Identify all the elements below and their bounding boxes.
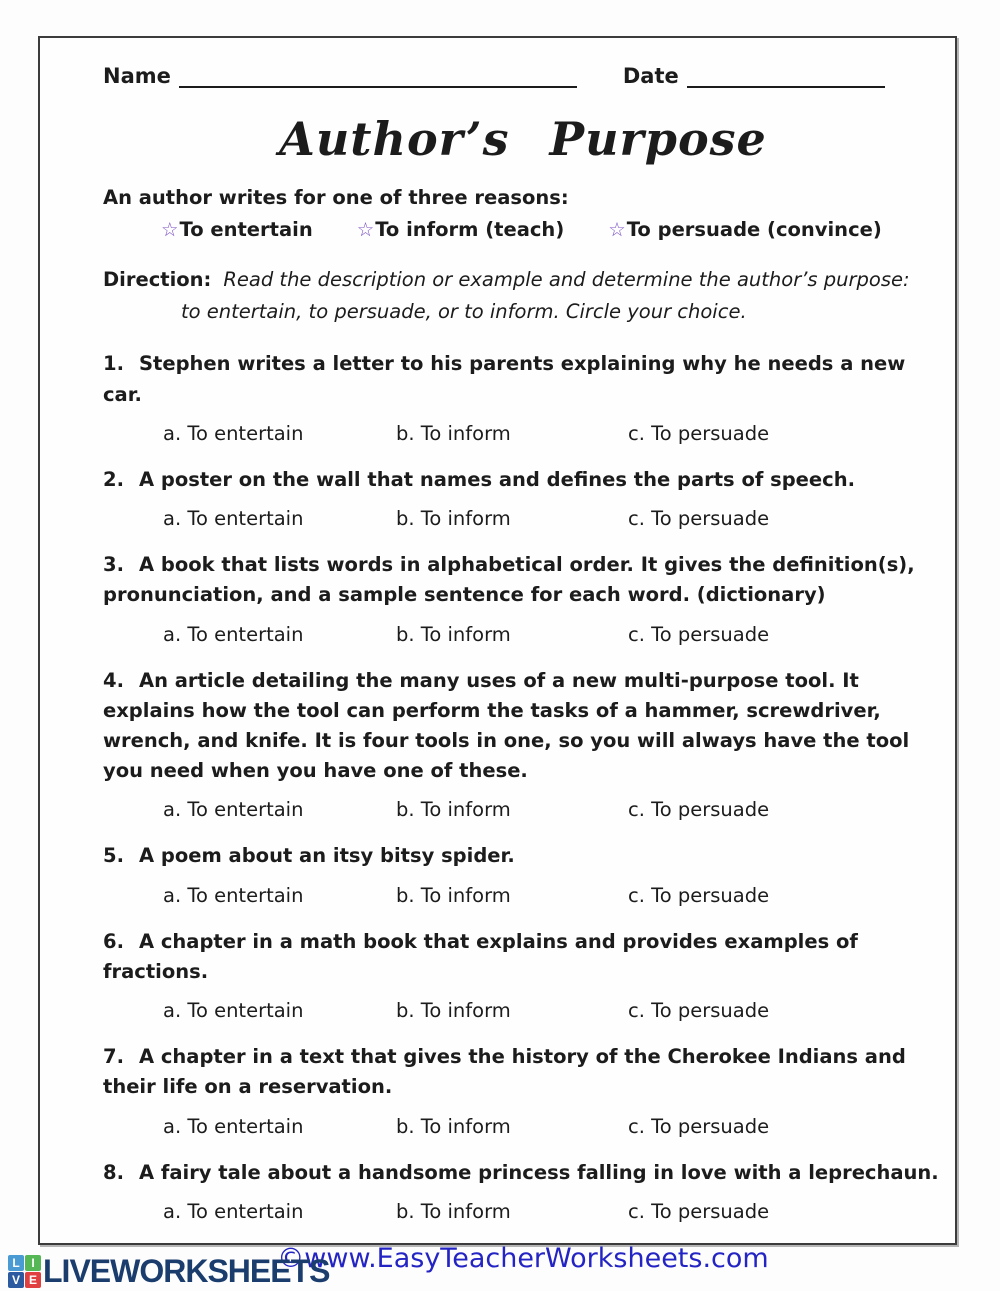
question-text: 2. A poster on the wall that names and defines the parts of speech.: [103, 467, 855, 491]
options-row: [163, 1115, 943, 1138]
option-persuade[interactable]: c. To persuade: [628, 507, 770, 531]
question-2: [103, 465, 943, 530]
star-icon: ☆: [356, 218, 375, 241]
question-text: 5. A poem about an itsy bitsy spider.: [103, 844, 515, 868]
source-website-link[interactable]: ©www.EasyTeacherWorksheets.com: [277, 1242, 769, 1274]
options-row: [163, 798, 943, 821]
reason-label: To entertain: [179, 218, 313, 241]
direction-line-2: to entertain, to persuade, or to inform. Circle your choice.: [181, 300, 747, 324]
direction-label: Direction:: [103, 268, 212, 291]
logo-block-v: V: [8, 1272, 24, 1288]
question-text: 1. Stephen writes a letter to his parents explaining why he needs a new car.: [103, 352, 906, 406]
question-number: 1.: [103, 352, 124, 376]
liveworksheets-logo-icon: [8, 1255, 41, 1288]
direction-instructions: Read the description or example and determine the author’s purpose:: [223, 268, 910, 291]
option-inform[interactable]: b. To inform: [396, 1199, 511, 1223]
reason-persuade: [608, 218, 882, 241]
option-persuade[interactable]: c. To persuade: [628, 622, 770, 646]
option-entertain[interactable]: a. To entertain: [163, 798, 304, 822]
reasons-row: [161, 218, 943, 241]
question-number: 2.: [103, 467, 124, 491]
question-number: 3.: [103, 553, 124, 577]
logo-block-l: L: [8, 1255, 24, 1271]
option-inform[interactable]: b. To inform: [396, 883, 511, 907]
question-text: 4. An article detailing the many uses of a new multi-purpose tool. It explains how the tool can perform the tasks of a hammer, screwdriver, wrench, and knife. It is four tools in one, so you will always have the tool you need when you have one of these.: [103, 668, 910, 783]
question-text: 8. A fairy tale about a handsome princess falling in love with a leprechaun.: [103, 1160, 939, 1184]
options-row: [163, 422, 943, 445]
question-text: 7. A chapter in a text that gives the history of the Cherokee Indians and their life on a reservation.: [103, 1045, 906, 1099]
option-entertain[interactable]: a. To entertain: [163, 507, 304, 531]
name-label: Name: [103, 64, 171, 88]
question-5: [103, 841, 943, 906]
date-group: [623, 62, 885, 88]
option-inform[interactable]: b. To inform: [396, 999, 511, 1023]
options-row: [163, 507, 943, 530]
question-number: 7.: [103, 1045, 124, 1069]
logo-block-i: I: [25, 1255, 41, 1271]
option-persuade[interactable]: c. To persuade: [628, 421, 770, 445]
direction-line-1: [103, 265, 943, 295]
option-persuade[interactable]: c. To persuade: [628, 798, 770, 822]
question-8: [103, 1158, 943, 1223]
option-entertain[interactable]: a. To entertain: [163, 883, 304, 907]
question-7: [103, 1042, 943, 1137]
option-entertain[interactable]: a. To entertain: [163, 1114, 304, 1138]
option-inform[interactable]: b. To inform: [396, 798, 511, 822]
options-row: [163, 1200, 943, 1223]
date-input-blank[interactable]: [687, 62, 885, 88]
option-inform[interactable]: b. To inform: [396, 421, 511, 445]
logo-block-e: E: [25, 1272, 41, 1288]
options-row: [163, 884, 943, 907]
question-number: 5.: [103, 844, 124, 868]
intro-text: An author writes for one of three reasons:: [103, 186, 569, 209]
question-number: 4.: [103, 668, 124, 692]
question-number: 8.: [103, 1160, 124, 1184]
direction-block: [103, 265, 943, 327]
reason-inform: [357, 218, 565, 241]
reason-label: To persuade (convince): [626, 218, 882, 241]
question-1: [103, 349, 943, 444]
option-entertain[interactable]: a. To entertain: [163, 999, 304, 1023]
option-persuade[interactable]: c. To persuade: [628, 883, 770, 907]
option-entertain[interactable]: a. To entertain: [163, 421, 304, 445]
option-inform[interactable]: b. To inform: [396, 622, 511, 646]
question-text: 6. A chapter in a math book that explains and provides examples of fractions.: [103, 929, 858, 983]
option-persuade[interactable]: c. To persuade: [628, 1199, 770, 1223]
question-3: [103, 550, 943, 645]
question-list: [103, 349, 943, 1222]
option-persuade[interactable]: c. To persuade: [628, 1114, 770, 1138]
option-inform[interactable]: b. To inform: [396, 1114, 511, 1138]
liveworksheets-wordmark: LIVEWORKSHEETS: [43, 1253, 330, 1289]
option-persuade[interactable]: c. To persuade: [628, 999, 770, 1023]
star-icon: ☆: [161, 218, 179, 241]
question-text: 3. A book that lists words in alphabetical order. It gives the definition(s), pronunciation, and a sample sentence for each word. (dictionary): [103, 553, 915, 607]
option-inform[interactable]: b. To inform: [396, 507, 511, 531]
options-row: [163, 623, 943, 646]
name-input-blank[interactable]: [179, 62, 577, 88]
star-icon: ☆: [608, 218, 626, 241]
question-number: 6.: [103, 929, 124, 953]
question-4: [103, 666, 943, 822]
name-date-row: [103, 62, 943, 88]
option-entertain[interactable]: a. To entertain: [163, 622, 304, 646]
page-title: Author’s Purpose: [279, 112, 767, 166]
question-6: [103, 927, 943, 1022]
liveworksheets-branding[interactable]: [8, 1253, 329, 1290]
reason-entertain: [161, 218, 313, 241]
option-entertain[interactable]: a. To entertain: [163, 1199, 304, 1223]
date-label: Date: [622, 64, 679, 88]
options-row: [163, 999, 943, 1022]
reason-label: To inform (teach): [375, 218, 565, 241]
